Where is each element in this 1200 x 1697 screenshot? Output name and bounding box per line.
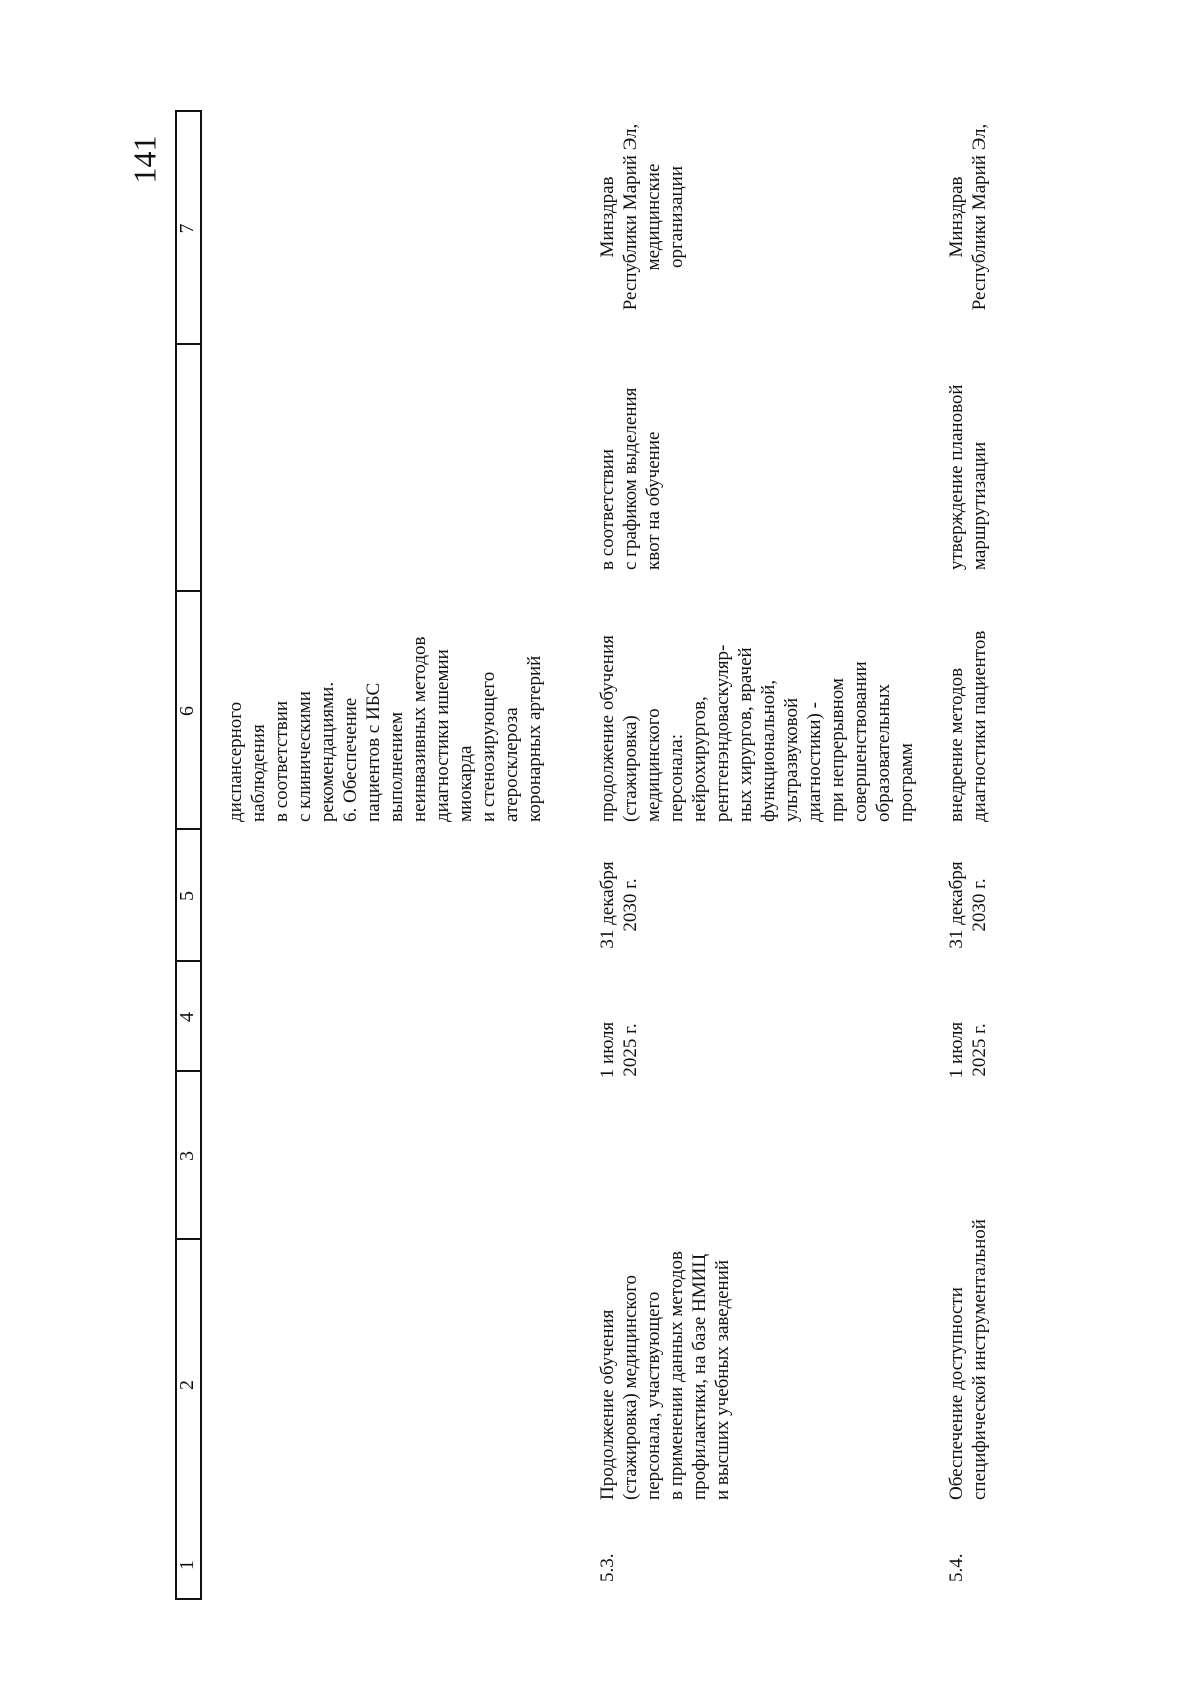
row-responsible: Минздрав Республики Марий Эл, медицинские организации bbox=[597, 123, 687, 311]
column-header-4: 4 bbox=[176, 1012, 198, 1022]
column-header-6: 6 bbox=[176, 706, 198, 716]
row-control-indicator: утверждение плановой маршрутизации bbox=[946, 384, 990, 570]
rotated-table bbox=[176, 110, 1180, 1600]
column-header-3: 3 bbox=[176, 1151, 198, 1161]
row-number: 5.4. bbox=[946, 1553, 967, 1582]
column-header-5: 5 bbox=[176, 891, 198, 901]
row-responsible: Минздрав Республики Марий Эл, bbox=[946, 123, 990, 311]
row-number: 5.3. bbox=[597, 1553, 618, 1582]
row-start-date: 1 июля 2025 г. bbox=[946, 1021, 990, 1079]
row-control-indicator: в соответствии с графиком выделения квот на обучение bbox=[597, 387, 664, 570]
table-header-bottom-border bbox=[200, 110, 202, 1600]
column-header-1: 1 bbox=[176, 1560, 198, 1570]
row-measure-description: Продолжение обучения (стажировка) медицинского персонала, участвующего в применении данных методов профилактики, на базе НМИЦ и высших учебных заведений bbox=[597, 1251, 733, 1500]
page-number: 141 bbox=[126, 135, 163, 183]
continued-cell-col5: диспансерного наблюдения в соответствии с клиническими рекомендациями. 6. Обеспечение пациентов с ИБС выполнением неинвазивных методов диагностики ишемии миокарда и стенозирующего атеросклероза коронарных артерий bbox=[225, 636, 545, 822]
row-end-date: 31 декабря 2030 г. bbox=[946, 861, 990, 949]
row-expected-result: внедрение методов диагностики пациентов bbox=[946, 630, 990, 822]
row-measure-description: Обеспечение доступности специфической инструментальной bbox=[946, 1219, 990, 1500]
row-start-date: 1 июля 2025 г. bbox=[597, 1021, 641, 1079]
column-header-2: 2 bbox=[176, 1380, 198, 1390]
row-expected-result: продолжение обучения (стажировка) медицинского персонала: нейрохирургов, рентгенэндоваскуляр- ных хирургов, врачей функциональной, ультразвуковой диагностики) - при непрерывном совершенствовании образовательных программ bbox=[597, 635, 917, 822]
row-end-date: 31 декабря 2030 г. bbox=[597, 861, 641, 949]
column-header-7: 7 bbox=[176, 223, 198, 234]
